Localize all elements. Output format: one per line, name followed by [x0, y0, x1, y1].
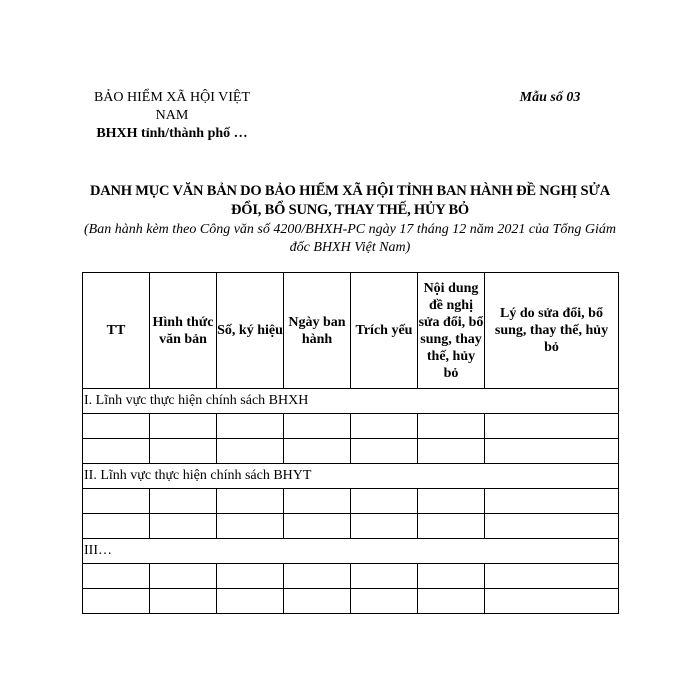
section-label-other: III… — [83, 539, 619, 564]
table-cell[interactable] — [83, 564, 150, 589]
table-cell[interactable] — [150, 514, 217, 539]
table-cell[interactable] — [217, 564, 284, 589]
section-label-bhxh: I. Lĩnh vực thực hiện chính sách BHXH — [83, 389, 619, 414]
column-header-number-symbol: Số, ký hiệu — [217, 273, 284, 389]
table-cell[interactable] — [217, 414, 284, 439]
column-header-reason: Lý do sửa đổi, bổ sung, thay thế, hủy bỏ — [485, 273, 619, 389]
table-cell[interactable] — [418, 414, 485, 439]
table-cell[interactable] — [150, 589, 217, 614]
table-cell[interactable] — [284, 589, 351, 614]
table-cell[interactable] — [418, 489, 485, 514]
table-cell[interactable] — [418, 514, 485, 539]
table-cell[interactable] — [351, 439, 418, 464]
table-cell[interactable] — [83, 439, 150, 464]
table-row — [83, 439, 619, 464]
table-cell[interactable] — [351, 514, 418, 539]
table-cell[interactable] — [351, 564, 418, 589]
section-row — [83, 389, 619, 414]
section-row — [83, 464, 619, 489]
table-cell[interactable] — [485, 414, 619, 439]
table-cell[interactable] — [150, 489, 217, 514]
table-row — [83, 589, 619, 614]
org-branch: BHXH tỉnh/thành phố … — [96, 126, 248, 141]
table-cell[interactable] — [351, 414, 418, 439]
document-title: DANH MỤC VĂN BẢN DO BẢO HIỂM XÃ HỘI TỈNH BAN HÀNH ĐỀ NGHỊ SỬA ĐỔI, BỔ SUNG, THAY THẾ, HỦY BỎ — [89, 183, 611, 218]
table-cell[interactable] — [418, 589, 485, 614]
table-cell[interactable] — [217, 439, 284, 464]
form-number: Mẫu số 03 — [519, 90, 581, 105]
table-cell[interactable] — [150, 564, 217, 589]
column-header-summary: Trích yếu — [351, 273, 418, 389]
table-cell[interactable] — [485, 439, 619, 464]
table-row — [83, 489, 619, 514]
document-list-table — [82, 272, 619, 614]
table-cell[interactable] — [284, 414, 351, 439]
org-name: BẢO HIỂM XÃ HỘI VIỆT NAM — [93, 90, 251, 123]
table-cell[interactable] — [83, 589, 150, 614]
table-cell[interactable] — [284, 439, 351, 464]
column-header-document-type: Hình thức văn bản — [150, 273, 217, 389]
table-cell[interactable] — [351, 589, 418, 614]
table-cell[interactable] — [150, 439, 217, 464]
table-cell[interactable] — [485, 489, 619, 514]
section-label-bhyt: II. Lĩnh vực thực hiện chính sách BHYT — [83, 464, 619, 489]
table-cell[interactable] — [485, 514, 619, 539]
issuing-organization — [82, 89, 262, 143]
table-cell[interactable] — [284, 514, 351, 539]
table-row — [83, 564, 619, 589]
table-cell[interactable] — [418, 439, 485, 464]
table-row — [83, 414, 619, 439]
table-cell[interactable] — [418, 564, 485, 589]
table-cell[interactable] — [485, 564, 619, 589]
section-row — [83, 539, 619, 564]
column-header-issue-date: Ngày ban hành — [284, 273, 351, 389]
table-cell[interactable] — [217, 514, 284, 539]
table-cell[interactable] — [150, 414, 217, 439]
table-cell[interactable] — [83, 414, 150, 439]
table-cell[interactable] — [83, 514, 150, 539]
document-subtitle: (Ban hành kèm theo Công văn số 4200/BHXH-PC ngày 17 tháng 12 năm 2021 của Tổng Giám đốc BHXH Việt Nam) — [84, 222, 616, 255]
table-cell[interactable] — [351, 489, 418, 514]
table-cell[interactable] — [83, 489, 150, 514]
table-row — [83, 514, 619, 539]
table-cell[interactable] — [284, 489, 351, 514]
column-header-proposed-content: Nội dung đề nghị sửa đổi, bổ sung, thay thế, hủy bỏ — [418, 273, 485, 389]
table-cell[interactable] — [485, 589, 619, 614]
column-header-tt: TT — [83, 273, 150, 389]
table-cell[interactable] — [284, 564, 351, 589]
table-cell[interactable] — [217, 489, 284, 514]
table-header-row — [83, 273, 619, 389]
table-cell[interactable] — [217, 589, 284, 614]
